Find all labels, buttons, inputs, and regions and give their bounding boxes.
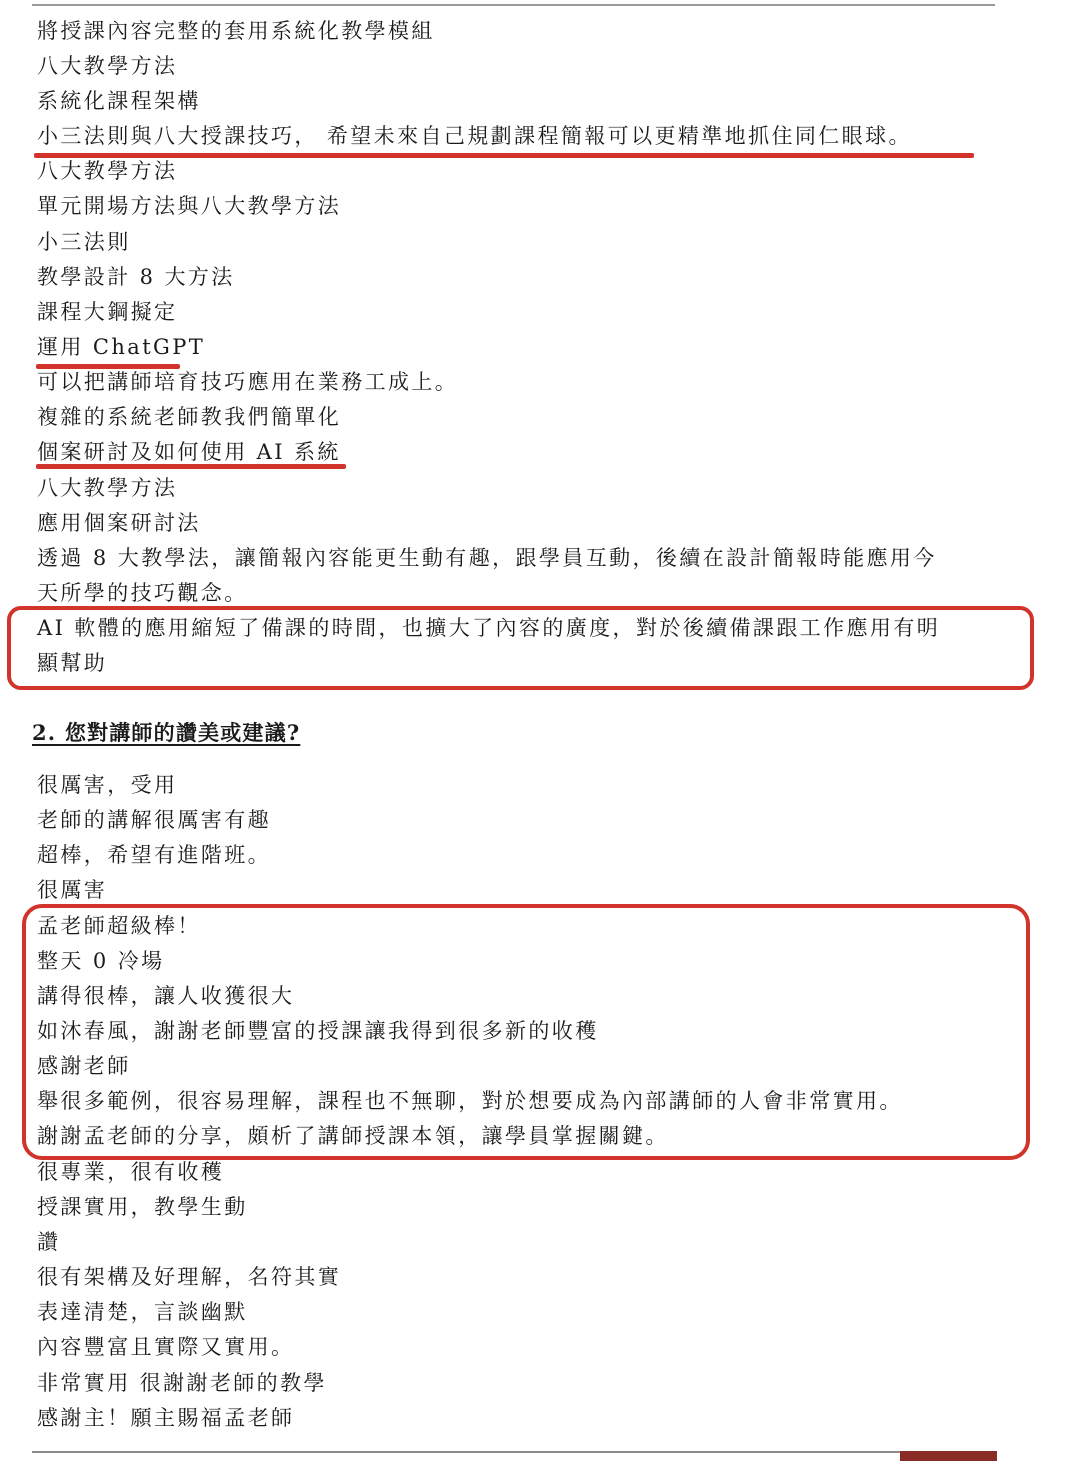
text-line: 天所學的技巧觀念。 [37,581,248,605]
text-line-boxed: 舉很多範例，很容易理解，課程也不無聊，對於想要成為內部講師的人會非常實用。 [37,1089,903,1113]
text-line: 八大教學方法 [37,159,178,183]
top-rule [32,4,995,6]
text-line: 系統化課程架構 [37,89,201,113]
red-highlight-box [22,904,1030,1160]
text-line: 內容豐富且實際又實用。 [37,1335,295,1359]
text-line-boxed: 如沐春風，謝謝老師豐富的授課讓我得到很多新的收穫 [37,1019,599,1043]
text-line: 很厲害，受用 [37,773,178,797]
text-line-boxed: 孟老師超級棒！ [37,914,201,938]
text-line: 讚 [37,1230,61,1254]
text-line-boxed: 講得很棒，讓人收獲很大 [37,984,295,1008]
text-line: 八大教學方法 [37,54,178,78]
text-line: 將授課內容完整的套用系統化教學模組 [37,19,435,43]
text-line: 透過 8 大教學法，讓簡報內容能更生動有趣，跟學員互動，後續在設計簡報時能應用今 [37,546,937,570]
text-line: 八大教學方法 [37,476,178,500]
text-line-highlighted: 運用 ChatGPT [37,335,206,359]
footer-accent-bar [900,1451,997,1461]
text-line: 單元開場方法與八大教學方法 [37,194,342,218]
text-line: 教學設計 8 大方法 [37,265,235,289]
red-highlight-box [7,606,1034,690]
red-highlight-underline [36,364,180,369]
text-line-boxed: 謝謝孟老師的分享，頗析了講師授課本領，讓學員掌握關鍵。 [37,1124,669,1148]
text-line-highlighted: 小三法則與八大授課技巧， 希望未來自己規劃課程簡報可以更精準地抓住同仁眼球。 [37,124,912,148]
text-line: 感謝主！願主賜福孟老師 [37,1406,295,1430]
text-line: 可以把講師培育技巧應用在業務工成上。 [37,370,459,394]
text-line: 很厲害 [37,878,108,902]
text-line: 應用個案研討法 [37,511,201,535]
text-line: 複雜的系統老師教我們簡單化 [37,405,342,429]
bottom-rule [32,1451,995,1453]
text-line: 老師的講解很厲害有趣 [37,808,271,832]
text-line: 超棒，希望有進階班。 [37,843,271,867]
red-highlight-underline [34,153,974,158]
text-line: 表達清楚，言談幽默 [37,1300,248,1324]
text-line: 很有架構及好理解，名符其實 [37,1265,342,1289]
text-line: 非常實用 很謝謝老師的教學 [37,1371,327,1395]
text-line-boxed: 感謝老師 [37,1054,131,1078]
red-highlight-underline [36,464,346,469]
text-line-boxed: 顯幫助 [37,651,108,675]
text-line-boxed: AI 軟體的應用縮短了備課的時間，也擴大了內容的廣度，對於後續備課跟工作應用有明 [37,616,941,640]
section-heading: 2. 您對講師的讚美或建議? [32,720,301,745]
text-line-boxed: 整天 0 冷場 [37,949,165,973]
text-line: 課程大鋼擬定 [37,300,178,324]
text-line-highlighted: 個案研討及如何使用 AI 系統 [37,440,341,464]
text-line: 授課實用，教學生動 [37,1195,248,1219]
text-line: 很專業，很有收穫 [37,1160,225,1184]
text-line: 小三法則 [37,230,131,254]
